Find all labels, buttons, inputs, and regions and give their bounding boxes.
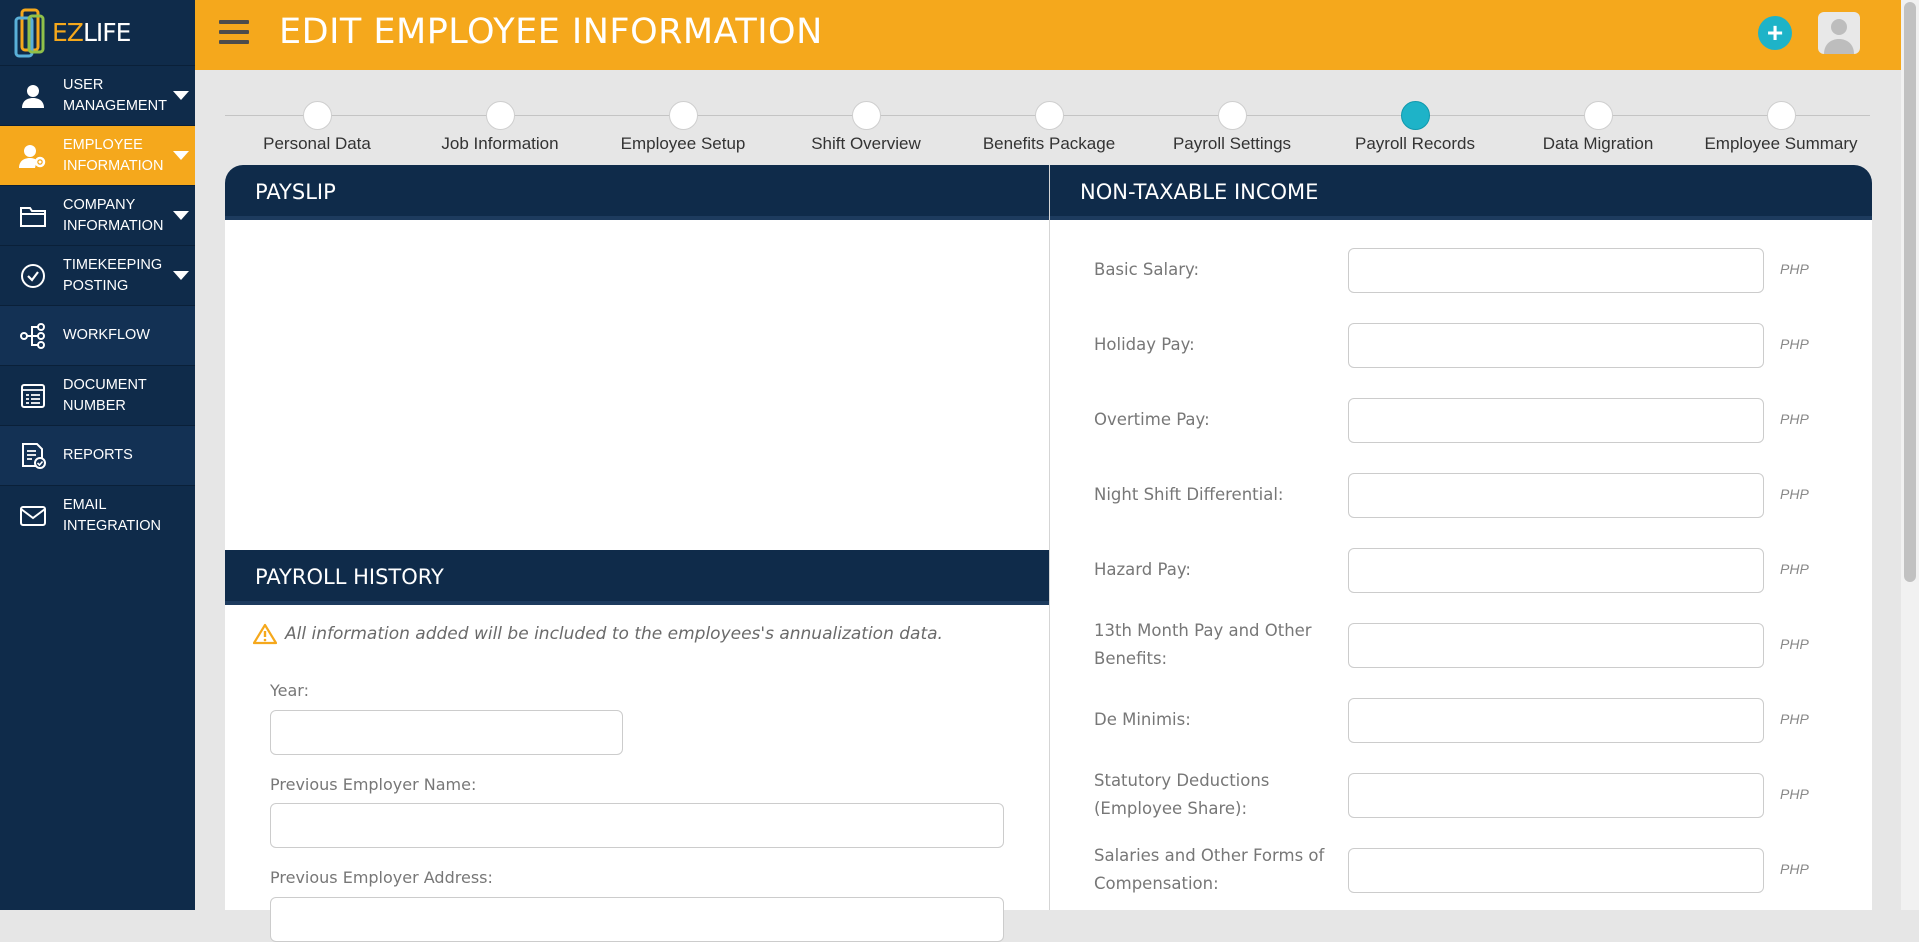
mail-icon [18, 501, 48, 531]
night-shift-differential-label: Night Shift Differential: [1094, 485, 1284, 504]
currency-unit: PHP [1780, 786, 1809, 802]
step-indicator-dot [669, 101, 698, 130]
previous-employer-address-input[interactable] [270, 897, 1004, 942]
add-button[interactable] [1758, 16, 1792, 50]
13th-month-pay-and-other-benefits-label: 13th Month Pay and Other Benefits: [1094, 621, 1312, 668]
night-shift-differential-input[interactable] [1348, 473, 1764, 518]
page-scrollbar[interactable] [1901, 0, 1919, 910]
hazard-pay-input[interactable] [1348, 548, 1764, 593]
caret-down-icon[interactable] [173, 211, 189, 220]
scrollbar-thumb[interactable] [1904, 2, 1916, 582]
sidebar-item-email-integration[interactable] [0, 485, 195, 545]
plus-icon: + [1766, 17, 1784, 48]
sidebar-item-employee-information[interactable] [0, 125, 195, 185]
sidebar-item-company-information[interactable] [0, 185, 195, 245]
report-icon [18, 441, 48, 471]
basic-salary-input[interactable] [1348, 248, 1764, 293]
currency-unit: PHP [1780, 711, 1809, 727]
user-gear-icon [18, 141, 48, 171]
notice-text: All information added will be included to the employees's annualization data. [285, 624, 943, 644]
step-indicator-dot [486, 101, 515, 130]
step-indicator-dot [1035, 101, 1064, 130]
progress-stepper [225, 95, 1870, 155]
currency-unit: PHP [1780, 336, 1809, 352]
step-indicator-dot [852, 101, 881, 130]
statutory-deductions-employee-share-label: Statutory Deductions (Employee Share): [1094, 771, 1270, 818]
previous-employer-name-label: Previous Employer Name: [270, 775, 477, 794]
step-data-migration[interactable] [1508, 101, 1688, 154]
caret-down-icon[interactable] [173, 151, 189, 160]
currency-unit: PHP [1780, 486, 1809, 502]
step-label: Payroll Records [1355, 134, 1475, 153]
step-label: Personal Data [263, 134, 371, 153]
hamburger-menu-icon[interactable] [219, 20, 249, 48]
currency-unit: PHP [1780, 561, 1809, 577]
currency-unit: PHP [1780, 861, 1809, 877]
currency-unit: PHP [1780, 411, 1809, 427]
app-logo[interactable] [0, 0, 195, 65]
non-taxable-income-header: NON-TAXABLE INCOME [1050, 165, 1872, 220]
workflow-icon [18, 321, 48, 351]
previous-employer-address-label: Previous Employer Address: [270, 868, 493, 887]
sidebar-item-label: DOCUMENT NUMBER [63, 376, 147, 414]
logo-icon [14, 8, 48, 58]
step-employee-summary[interactable] [1691, 101, 1871, 154]
salaries-and-other-forms-of-compensation-input[interactable] [1348, 848, 1764, 893]
document-list-icon [18, 381, 48, 411]
step-benefits-package[interactable] [959, 101, 1139, 154]
overtime-pay-label: Overtime Pay: [1094, 410, 1210, 429]
step-job-information[interactable] [410, 101, 590, 154]
step-label: Employee Setup [620, 134, 746, 153]
previous-employer-name-input[interactable] [270, 803, 1004, 848]
warning-icon [253, 623, 277, 645]
sidebar-item-reports[interactable] [0, 425, 195, 485]
caret-down-icon[interactable] [173, 271, 189, 280]
step-indicator-dot [1767, 101, 1796, 130]
salaries-and-other-forms-of-compensation-label: Salaries and Other Forms of Compensation: [1094, 846, 1325, 893]
step-employee-setup[interactable] [593, 101, 773, 154]
step-label: Benefits Package [982, 134, 1116, 153]
step-payroll-records[interactable] [1325, 101, 1505, 154]
sidebar-item-label: USER MANAGEMENT [63, 76, 167, 114]
step-indicator-dot [1584, 101, 1613, 130]
sidebar-item-label: TIMEKEEPING POSTING [63, 256, 163, 294]
year-label: Year: [270, 681, 309, 700]
step-indicator-dot [1401, 101, 1430, 130]
caret-down-icon[interactable] [173, 91, 189, 100]
step-personal-data[interactable] [227, 101, 407, 154]
holiday-pay-input[interactable] [1348, 323, 1764, 368]
sidebar-item-label: EMPLOYEE INFORMATION [63, 136, 164, 174]
step-label: Data Migration [1542, 134, 1654, 153]
holiday-pay-label: Holiday Pay: [1094, 335, 1195, 354]
sidebar-item-label: COMPANY INFORMATION [63, 196, 164, 234]
sidebar [0, 0, 195, 910]
payroll-history-header: PAYROLL HISTORY [225, 550, 1049, 605]
overtime-pay-input[interactable] [1348, 398, 1764, 443]
de-minimis-input[interactable] [1348, 698, 1764, 743]
currency-unit: PHP [1780, 261, 1809, 277]
sidebar-item-user-management[interactable] [0, 65, 195, 125]
sidebar-item-label: REPORTS [63, 447, 133, 463]
user-avatar-icon[interactable] [1818, 12, 1860, 54]
payslip-body [225, 220, 1049, 550]
step-label: Shift Overview [811, 134, 921, 153]
page-title: EDIT EMPLOYEE INFORMATION [279, 12, 823, 52]
year-input[interactable] [270, 710, 623, 755]
panel-divider [1049, 165, 1050, 910]
sidebar-item-document-number[interactable] [0, 365, 195, 425]
top-bar [195, 0, 1901, 70]
payroll-history-form [225, 605, 1049, 910]
sidebar-item-label: EMAIL INTEGRATION [63, 496, 162, 534]
currency-unit: PHP [1780, 636, 1809, 652]
sidebar-item-label: WORKFLOW [63, 327, 150, 343]
step-shift-overview[interactable] [776, 101, 956, 154]
statutory-deductions-employee-share-input[interactable] [1348, 773, 1764, 818]
logo-text [52, 18, 130, 47]
step-label: Payroll Settings [1172, 134, 1292, 153]
check-circle-icon [18, 261, 48, 291]
folder-icon [18, 201, 48, 231]
sidebar-item-timekeeping-posting[interactable] [0, 245, 195, 305]
user-icon [18, 81, 48, 111]
13th-month-pay-and-other-benefits-input[interactable] [1348, 623, 1764, 668]
step-label: Employee Summary [1704, 134, 1858, 153]
hazard-pay-label: Hazard Pay: [1094, 560, 1191, 579]
step-indicator-dot [303, 101, 332, 130]
de-minimis-label: De Minimis: [1094, 710, 1191, 729]
annualization-notice [253, 623, 943, 645]
payslip-header: PAYSLIP [225, 165, 1049, 220]
step-label: Job Information [441, 134, 559, 153]
step-indicator-dot [1218, 101, 1247, 130]
basic-salary-label: Basic Salary: [1094, 260, 1200, 279]
step-payroll-settings[interactable] [1142, 101, 1322, 154]
non-taxable-income-form [1050, 220, 1872, 910]
sidebar-item-workflow[interactable] [0, 305, 195, 365]
logo-text-prefix: EZ [52, 18, 83, 47]
logo-text-suffix: LIFE [82, 18, 131, 47]
